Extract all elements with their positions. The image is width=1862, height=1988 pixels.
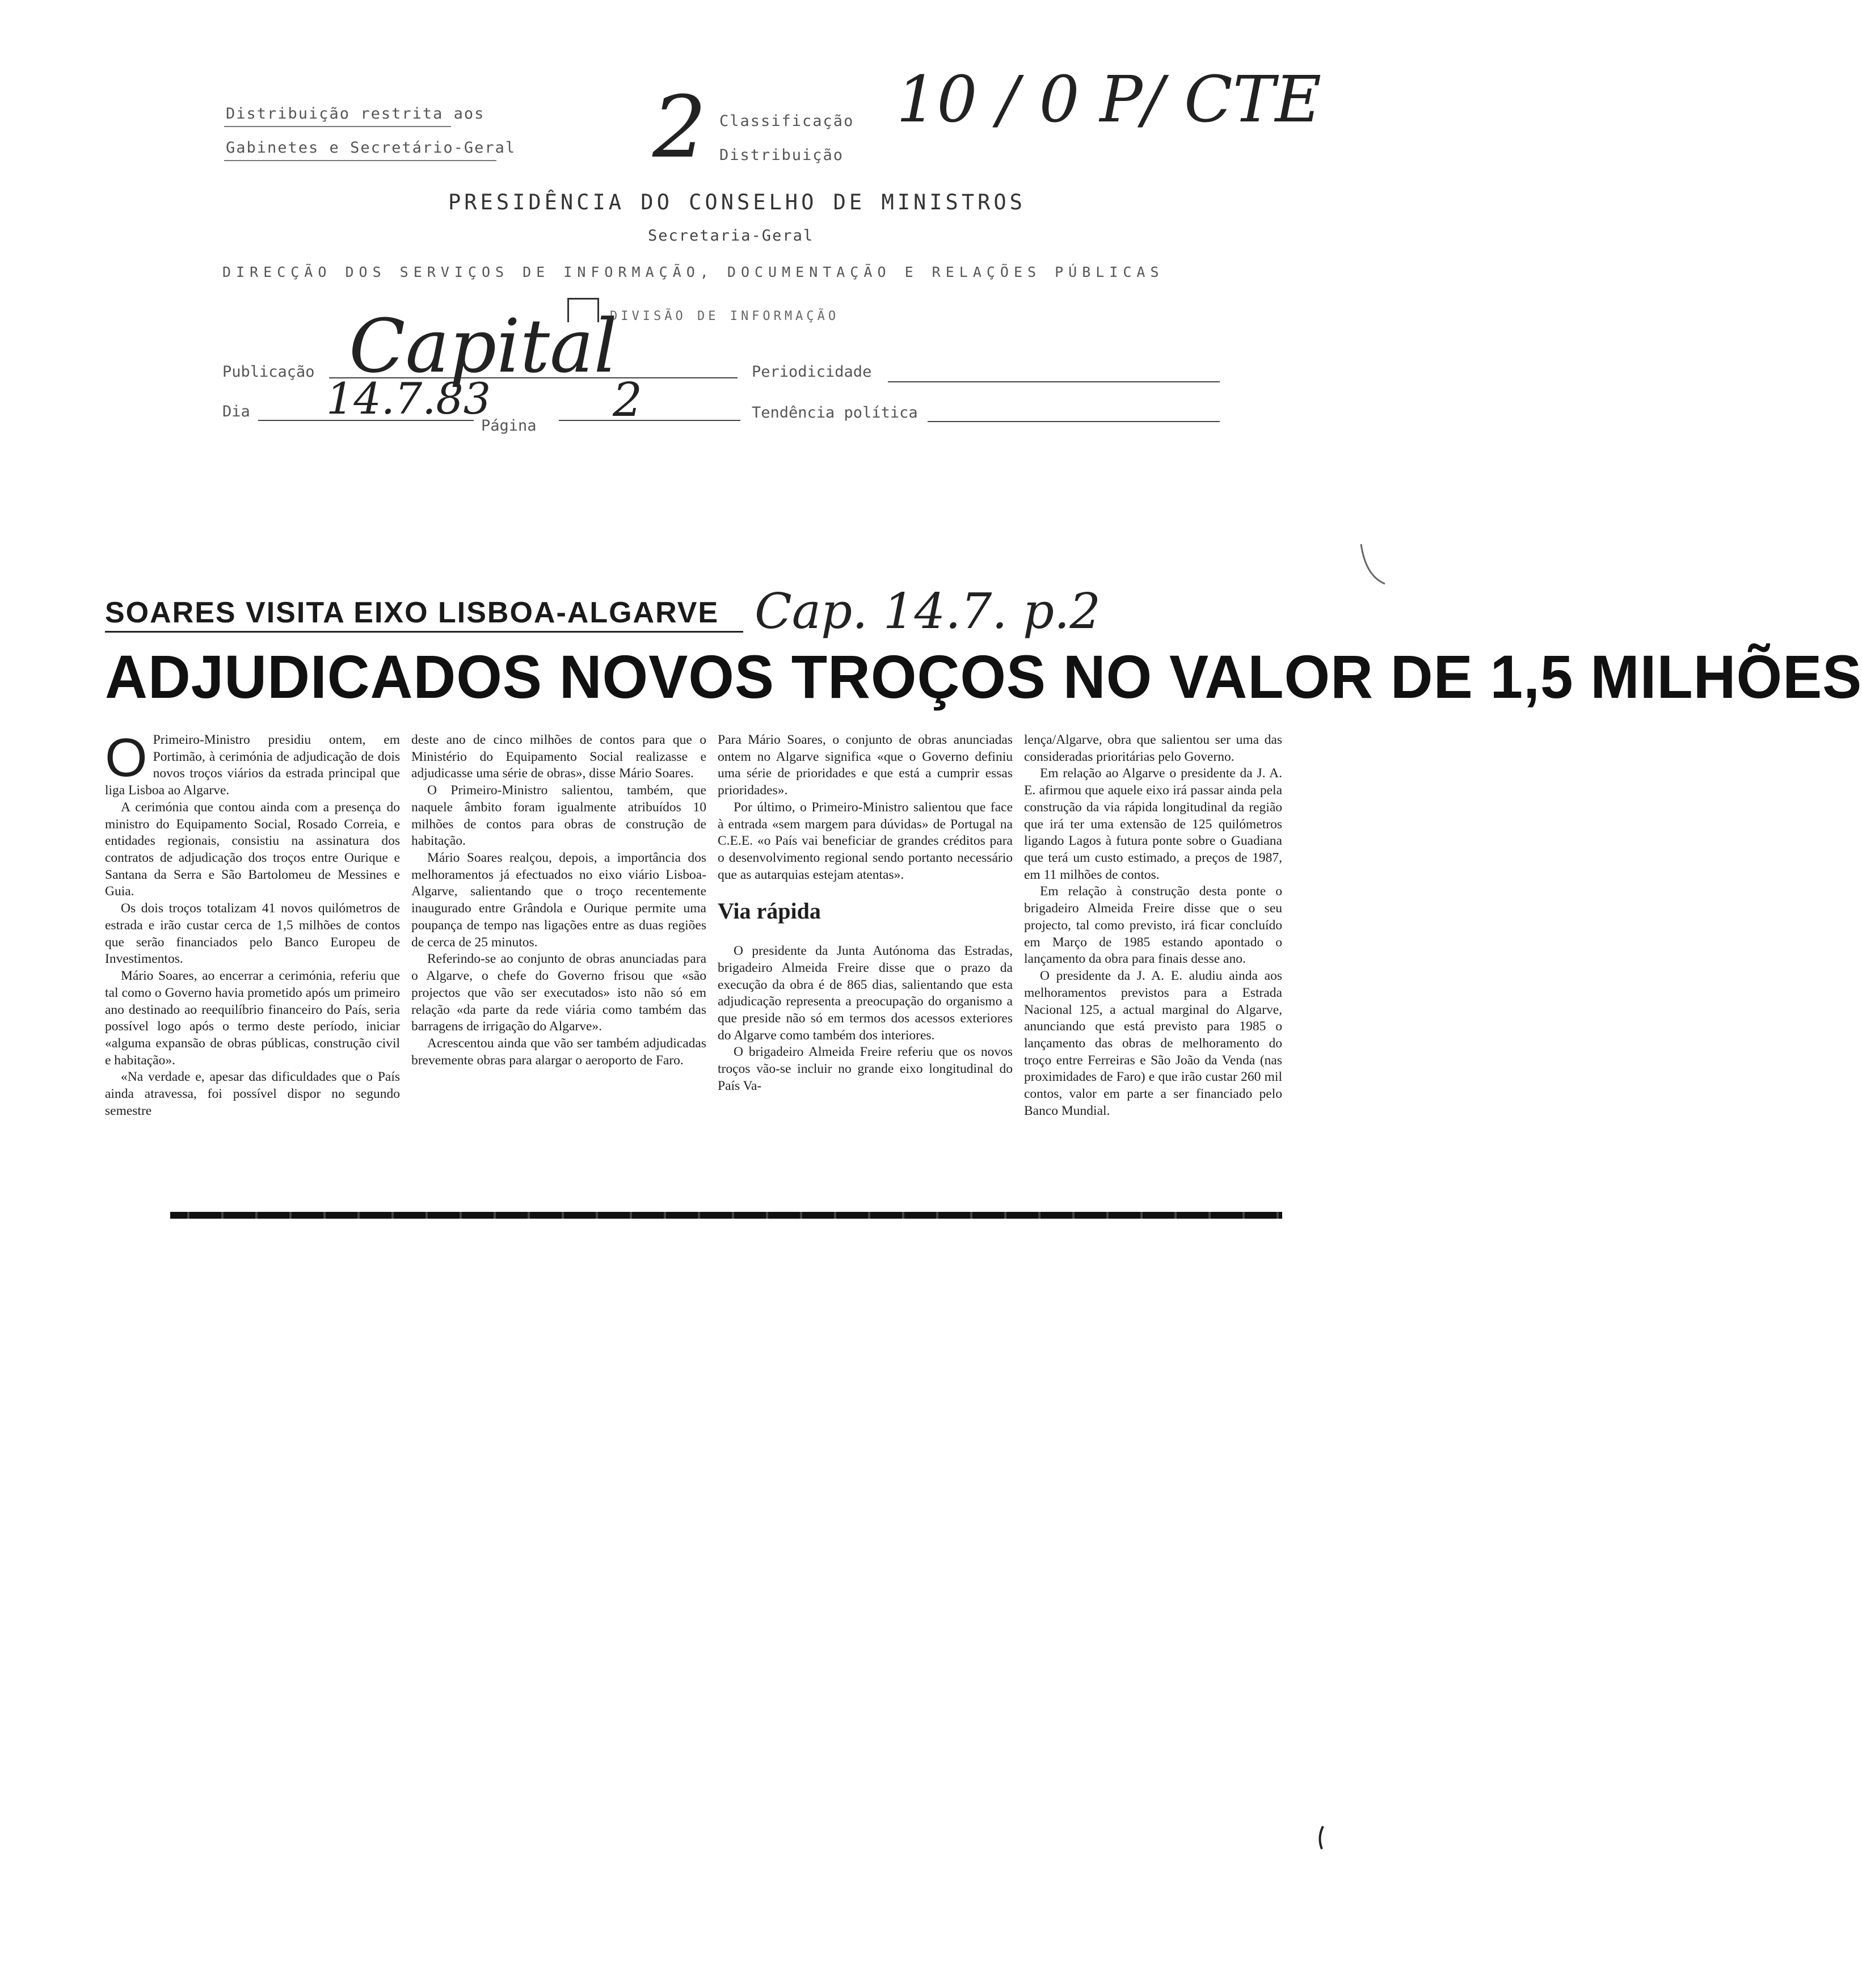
- paragraph: Mário Soares, ao encerrar a cerimónia, referiu que tal como o Governo havia prometido após um primeiro ano destinado ao reequilíbrio financeiro do País, seria possível logo após o termo deste período, iniciar «alguma expansão de obras públicas, construção civil e habitação».: [105, 968, 400, 1068]
- paragraph: Acrescentou ainda que vão ser também adjudicadas brevemente obras para alargar o aeroporto de Faro.: [411, 1035, 706, 1068]
- divisao-label: DIVISÃO DE INFORMAÇÃO: [610, 309, 840, 323]
- paragraph: Os dois troços totalizam 41 novos quilómetros de estrada e irão custar cerca de 1,5 milhões de contos que serão financiados pelo Banco Europeu de Investimentos.: [105, 901, 400, 967]
- article-column-3: [718, 732, 1013, 1095]
- paragraph: O presidente da Junta Autónoma das Estradas, brigadeiro Almeida Freire disse que o prazo da execução da obra é de 865 dias, salientando que esta adjudicação representa a preocupação do organismo a que preside não só em termos dos acessos exteriores do Algarve como também dos interiores.: [718, 944, 1013, 1043]
- secretaria-geral: Secretaria-Geral: [648, 227, 814, 245]
- tendencia-label: Tendência política: [752, 404, 918, 422]
- tendencia-line: [928, 421, 1220, 422]
- publicacao-value: Capital: [349, 303, 618, 389]
- paragraph: Para Mário Soares, o conjunto de obras anunciadas ontem no Algarve significa «que o Governo definiu uma série de prioridades e que está a cumprir essas prioridades».: [718, 732, 1013, 798]
- paragraph: Em relação à construção desta ponte o brigadeiro Almeida Freire disse que o seu projecto, tal como previsto, irá ficar concluído em Março de 1985 estando apontado o lançamento da obra para finais desse ano.: [1024, 884, 1282, 967]
- distribution-line-1: Distribuição restrita aos: [226, 105, 485, 123]
- handwritten-reference: Cap. 14.7. p.2: [755, 583, 1101, 640]
- article-headline: ADJUDICADOS NOVOS TROÇOS NO VALOR DE 1,5 MILHÕES: [105, 642, 1862, 711]
- routing-note: 10 / 0 P/ CTE: [896, 63, 1322, 137]
- paragraph: O Primeiro-Ministro presidiu ontem, em Portimão, à cerimónia de adjudicação de dois novos troços viários da estrada principal que liga Lisboa ao Algarve.: [105, 727, 400, 798]
- clipping-bottom-border: [170, 1212, 1282, 1219]
- distribution-underline-2: [224, 160, 496, 161]
- paragraph: Por último, o Primeiro-Ministro salientou que face à entrada «sem margem para dúvidas» de Portugal na C.E.E. «o País vai beneficiar de grandes créditos para o desenvolvimento regional sendo portanto necessário que as autarquias estejam atentas».: [718, 799, 1013, 882]
- paragraph: O Primeiro-Ministro salientou, também, que naquele âmbito foram igualmente atribuídos 10 milhões de contos para obras de construção de habitação.: [411, 783, 706, 849]
- pagina-line: [559, 420, 740, 421]
- drop-cap: O: [105, 727, 148, 788]
- paragraph: Em relação ao Algarve o presidente da J. A. E. afirmou que aquele eixo irá passar ainda pela construção da via rápida longitudinal da região que irá ter uma extensão de 125 quilómetros ligando Lagos à futura ponte sobre o Guadiana que terá um custo estimado, a preços de 1987, em 11 milhões de contos.: [1024, 766, 1282, 882]
- paragraph: «Na verdade e, apesar das dificuldades que o País ainda atravessa, foi possível dispor no segundo semestre: [105, 1069, 400, 1118]
- margin-scan-mark: [1359, 542, 1387, 587]
- dia-label: Dia: [222, 403, 250, 420]
- classification-mark: 2: [652, 78, 707, 177]
- article-column-4: [1024, 732, 1282, 1120]
- article-kicker: SOARES VISITA EIXO LISBOA-ALGARVE: [105, 596, 719, 629]
- publicacao-label: Publicação: [222, 363, 315, 381]
- corner-scan-mark: [1315, 1824, 1326, 1852]
- distribution-line-2: Gabinetes e Secretário-Geral: [226, 139, 516, 157]
- paragraph: lença/Algarve, obra que salientou ser uma das consideradas prioritárias pelo Governo.: [1024, 732, 1282, 764]
- distribuicao-label: Distribuição: [719, 146, 844, 164]
- article-column-1: [105, 727, 400, 1120]
- pagina-value: 2: [613, 373, 643, 427]
- direccao-servicos: DIRECÇÃO DOS SERVIÇOS DE INFORMAÇÃO, DOCUMENTAÇÃO E RELAÇÕES PÚBLICAS: [222, 264, 1164, 280]
- distribution-underline-1: [224, 126, 451, 127]
- classificacao-label: Classificação: [719, 112, 854, 130]
- kicker-underline: [105, 631, 743, 633]
- paragraph: deste ano de cinco milhões de contos para que o Ministério do Equipamento Social realizasse e adjudicasse uma série de obras», disse Mário Soares.: [411, 732, 706, 781]
- presidency-title: PRESIDÊNCIA DO CONSELHO DE MINISTROS: [448, 190, 1026, 214]
- subheading-via-rapida: Via rápida: [718, 898, 821, 924]
- paragraph: O presidente da J. A. E. aludiu ainda aos melhoramentos previstos para a Estrada Nacional 125, a actual marginal do Algarve, anunciando que está previsto para 1985 o lançamento das obras de melhoramento do troço entre Ferreiras e São João da Venda (nas proximidades de Faro) e que irão custar 260 mil contos, valor em parte a ser financiado pelo Banco Mundial.: [1024, 968, 1282, 1118]
- periodicidade-label: Periodicidade: [752, 363, 872, 381]
- paragraph: A cerimónia que contou ainda com a presença do ministro do Equipamento Social, Rosado Correia, e entidades regionais, consistiu na assinatura dos contratos de adjudicação dos troços entre Ourique e Santana da Serra e São Bartolomeu de Messines e Guia.: [105, 799, 400, 899]
- paragraph: O brigadeiro Almeida Freire referiu que os novos troços vão-se incluir no grande eixo longitudinal do País Va-: [718, 1044, 1013, 1093]
- article-column-2: [411, 732, 706, 1069]
- paragraph: Mário Soares realçou, depois, a importância dos melhoramentos já efectuados no eixo viário Lisboa-Algarve, salientando que o troço recentemente inaugurado entre Grândola e Ourique permite uma poupança de tempo nas ligações entre as duas regiões de cerca de 25 minutos.: [411, 850, 706, 950]
- dia-value: 14.7.83: [326, 373, 491, 424]
- periodicidade-line: [888, 381, 1220, 382]
- pagina-label: Página: [481, 417, 537, 435]
- paragraph: Referindo-se ao conjunto de obras anunciadas para o Algarve, o chefe do Governo frisou que «são projectos que vão ser executados» isto não só em relação «da parte da rede viária como também das barragens de irrigação do Algarve».: [411, 951, 706, 1034]
